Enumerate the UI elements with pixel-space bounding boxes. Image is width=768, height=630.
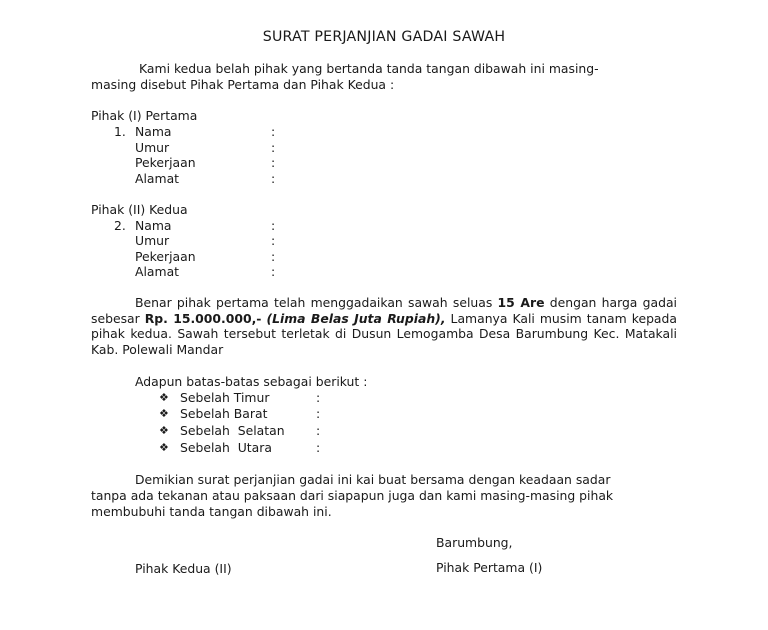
- colon: :: [316, 440, 321, 455]
- diamond-bullet-icon: ❖: [159, 391, 169, 404]
- colon: :: [271, 171, 276, 186]
- diamond-bullet-icon: ❖: [159, 407, 169, 420]
- boundary-timur: Sebelah Timur: [180, 390, 270, 405]
- colon: :: [271, 218, 276, 233]
- pihak1-heading: Pihak (I) Pertama: [91, 108, 198, 123]
- pihak1-number: 1.: [114, 124, 126, 139]
- pihak1-field-umur: Umur: [135, 140, 170, 155]
- signature-place: Barumbung,: [436, 535, 513, 550]
- closing-line-2: tanpa ada tekanan atau paksaan dari siapapun juga dan kami masing-masing pihak: [91, 488, 614, 503]
- colon: :: [271, 155, 276, 170]
- colon: :: [271, 124, 276, 139]
- pihak2-field-umur: Umur: [135, 233, 170, 248]
- diamond-bullet-icon: ❖: [159, 441, 169, 454]
- intro-line-1: Kami kedua belah pihak yang bertanda tanda tangan dibawah ini masing-: [139, 61, 599, 76]
- boundary-utara: Sebelah Utara: [180, 440, 272, 455]
- document-title: SURAT PERJANJIAN GADAI SAWAH: [262, 29, 506, 45]
- colon: :: [271, 140, 276, 155]
- pihak2-field-nama: Nama: [135, 218, 172, 233]
- colon: :: [271, 233, 276, 248]
- boundary-barat: Sebelah Barat: [180, 406, 268, 421]
- intro-line-2: masing disebut Pihak Pertama dan Pihak Kedua :: [91, 77, 395, 92]
- pihak2-field-pekerjaan: Pekerjaan: [135, 249, 196, 264]
- pihak2-number: 2.: [114, 218, 126, 233]
- signature-right-label: Pihak Pertama (I): [436, 560, 543, 575]
- amount-value: Rp. 15.000.000,-: [144, 310, 262, 326]
- colon: :: [316, 406, 321, 421]
- boundary-selatan: Sebelah Selatan: [180, 423, 285, 438]
- statement-paragraph: [91, 295, 677, 357]
- colon: :: [316, 423, 321, 438]
- pihak2-field-alamat: Alamat: [135, 264, 180, 279]
- colon: :: [271, 249, 276, 264]
- pihak1-field-nama: Nama: [135, 124, 172, 139]
- amount-words: (Lima Belas Juta Rupiah),: [266, 310, 446, 326]
- pihak2-heading: Pihak (II) Kedua: [91, 202, 188, 217]
- colon: :: [316, 390, 321, 405]
- statement-text: Benar pihak pertama telah menggadaikan sawah seluas: [135, 295, 498, 310]
- closing-line-1: Demikian surat perjanjian gadai ini kai buat bersama dengan keadaan sadar: [135, 472, 611, 487]
- statement-text: dengan harga gadai sebesar: [91, 295, 677, 326]
- colon: :: [271, 264, 276, 279]
- pihak1-field-pekerjaan: Pekerjaan: [135, 155, 196, 170]
- boundaries-heading: Adapun batas-batas sebagai berikut :: [135, 374, 368, 389]
- area-value: 15 Are: [497, 295, 545, 310]
- statement-text: Lamanya Kali musim tanam kepada pihak kedua. Sawah tersebut terletak di Dusun Lemogamba Desa Barumbung Kec. Matakali Kab. Polewali Mandar: [91, 310, 677, 357]
- signature-left-label: Pihak Kedua (II): [135, 561, 232, 576]
- closing-line-3: membubuhi tanda tangan dibawah ini.: [91, 504, 332, 519]
- pihak1-field-alamat: Alamat: [135, 171, 180, 186]
- diamond-bullet-icon: ❖: [159, 424, 169, 437]
